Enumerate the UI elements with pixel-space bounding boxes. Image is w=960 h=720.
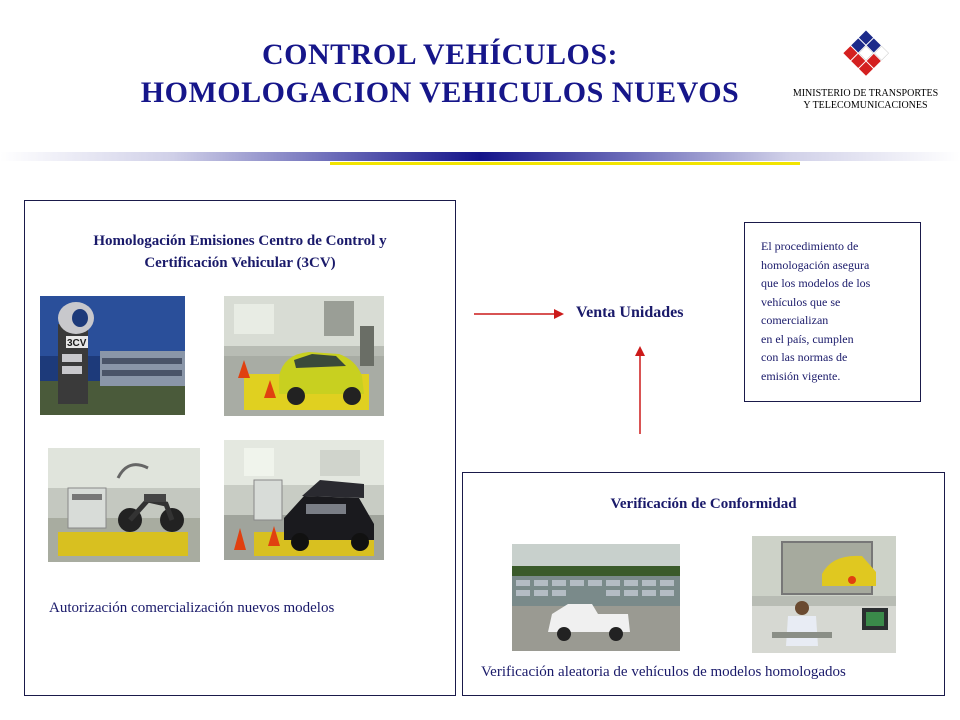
note-line: en el país, cumplen xyxy=(761,331,854,346)
motorcycle-test-photo xyxy=(48,448,200,562)
conformity-heading: Verificación de Conformidad xyxy=(610,496,797,512)
car-hood-open-photo xyxy=(224,440,384,560)
venta-unidades-label: Venta Unidades xyxy=(576,304,684,321)
note-line: emisión vigente. xyxy=(761,368,841,383)
ministry-line-2: Y TELECOMUNICACIONES xyxy=(803,100,928,111)
procedure-note-box xyxy=(744,222,921,402)
homologation-heading xyxy=(24,230,456,274)
car-dyno-photo xyxy=(224,296,384,416)
conformity-caption: Verificación aleatoria de vehículos de modelos homologados xyxy=(481,664,846,680)
note-line: vehículos que se xyxy=(761,294,841,309)
note-line: homologación asegura xyxy=(761,257,870,272)
vehicle-lot-photo xyxy=(512,544,680,651)
ministry-line-1: MINISTERIO DE TRANSPORTES xyxy=(792,88,939,99)
note-line: El procedimiento de xyxy=(761,239,859,253)
ministry-label xyxy=(778,88,953,112)
note-line: que los modelos de los xyxy=(761,276,871,290)
note-line: comercializan xyxy=(761,313,829,327)
building-3cv-photo xyxy=(40,296,185,415)
government-seal-icon xyxy=(838,28,894,84)
note-line: con las normas de xyxy=(761,350,848,364)
sign-3cv-text: 3CV xyxy=(67,338,87,349)
title-line-2: HOMOLOGACION VEHICULOS NUEVOS xyxy=(140,76,740,109)
lab-operator-photo xyxy=(752,536,896,653)
homologation-caption: Autorización comercialización nuevos modelos xyxy=(49,600,335,616)
header-accent-line xyxy=(330,162,800,165)
title-line-1: CONTROL VEHÍCULOS: xyxy=(261,38,619,71)
header-divider-bar xyxy=(0,152,960,161)
homologation-heading-line-1: Homologación Emisiones Centro de Control y xyxy=(93,233,387,249)
homologation-heading-line-2: Certificación Vehicular (3CV) xyxy=(144,255,336,271)
